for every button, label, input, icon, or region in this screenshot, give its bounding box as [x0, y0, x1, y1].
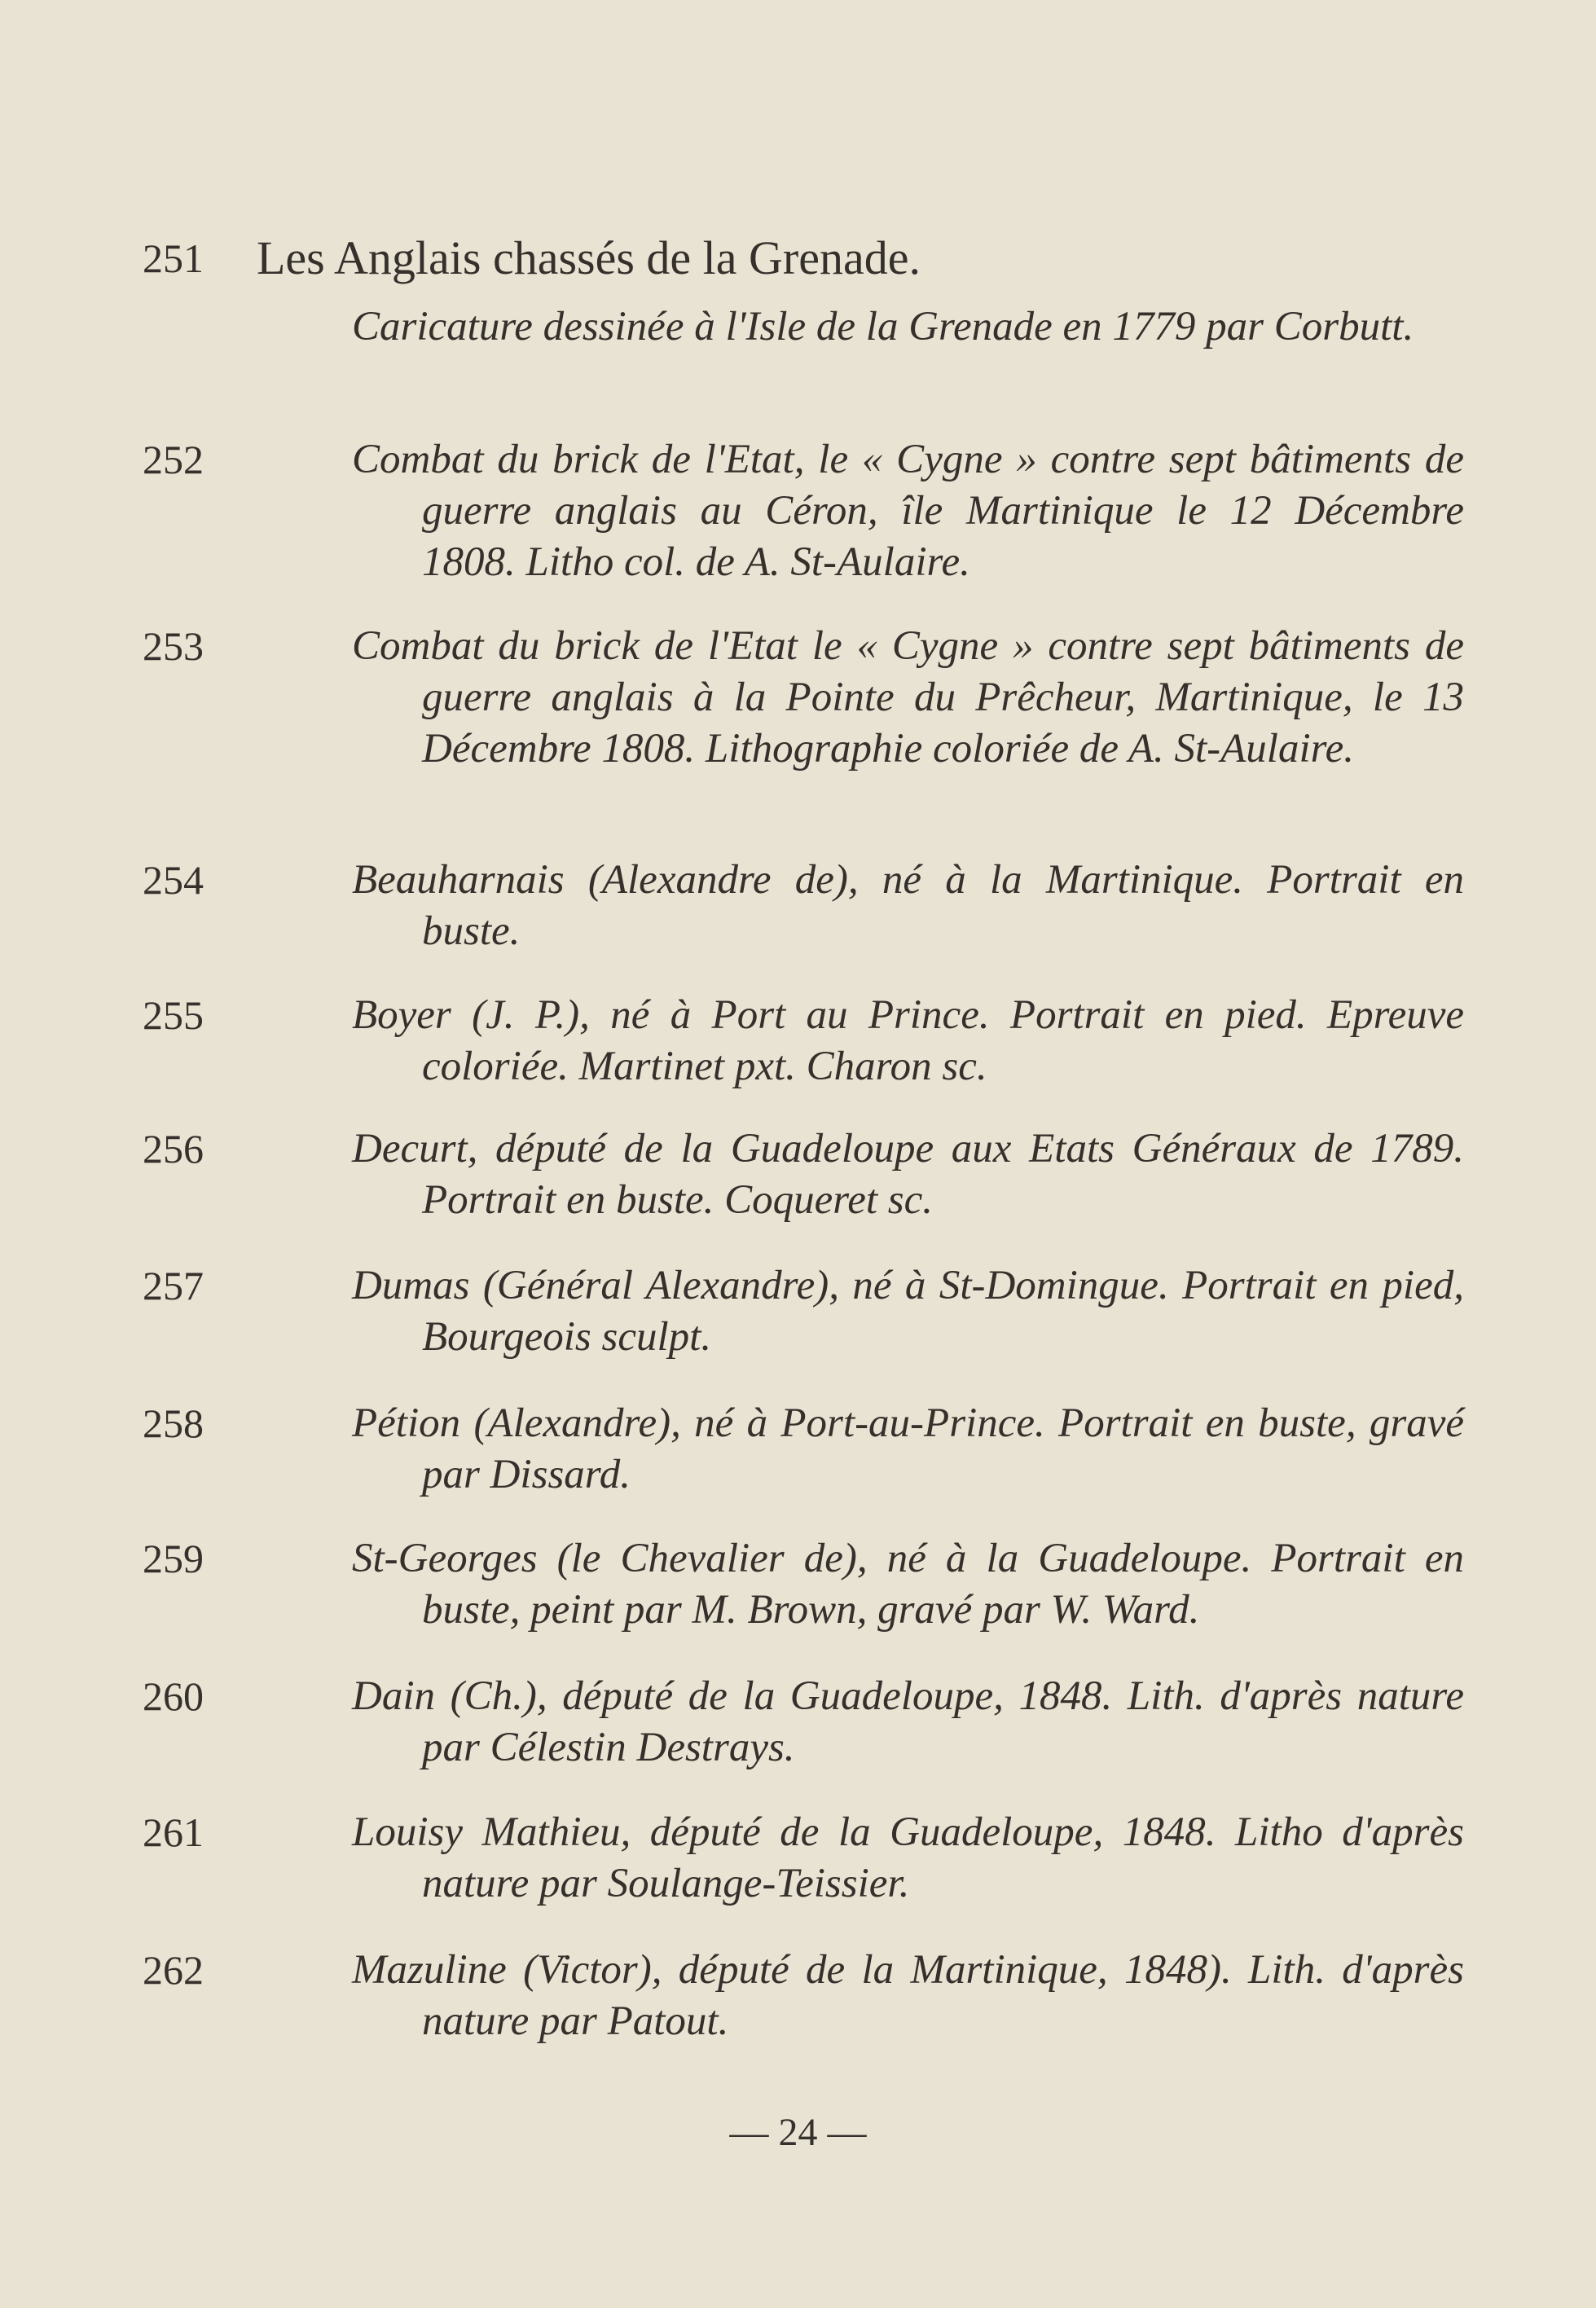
entry-description: Louisy Mathieu, député de la Guadeloupe, 1848. Litho d'après nature par Soulange-Teissier. — [352, 1809, 1464, 1906]
entry-description: St-Georges (le Chevalier de), né à la Guadeloupe. Portrait en buste, peint par M. Brown, gravé par W. Ward. — [352, 1536, 1464, 1633]
entry-number: 257 — [143, 1263, 204, 1308]
entry-description: Pétion (Alexandre), né à Port-au-Prince. Portrait en buste, gravé par Dissard. — [352, 1400, 1464, 1497]
entry-number: 252 — [143, 437, 204, 482]
entry-description: Caricature dessinée à l'Isle de la Grenade en 1779 par Corbutt. — [352, 304, 1414, 349]
entry-description: Mazuline (Victor), député de la Martinique, 1848). Lith. d'après nature par Patout. — [352, 1947, 1464, 2044]
page-number: — 24 — — [729, 2111, 867, 2154]
entry-description: Dumas (Général Alexandre), né à St-Domingue. Portrait en pied, Bourgeois sculpt. — [352, 1263, 1464, 1360]
entry-description: Dain (Ch.), député de la Guadeloupe, 1848. Lith. d'après nature par Célestin Destrays. — [352, 1673, 1464, 1770]
entry-number: 259 — [143, 1536, 204, 1581]
entry-description: Combat du brick de l'Etat, le « Cygne » contre sept bâtiments de guerre anglais au Céron, île Martinique le 12 Décembre 1808. Litho col. de A. St-Aulaire. — [352, 437, 1464, 585]
entry-number: 255 — [143, 992, 204, 1038]
entry-number: 260 — [143, 1673, 204, 1719]
entry-number: 256 — [143, 1126, 204, 1172]
entry-number: 251 — [143, 235, 204, 281]
entry-number: 253 — [143, 623, 204, 669]
entry-number: 254 — [143, 857, 204, 903]
entry-description: Beauharnais (Alexandre de), né à la Martinique. Portrait en buste. — [352, 857, 1464, 954]
entry-description: Combat du brick de l'Etat le « Cygne » contre sept bâtiments de guerre anglais à la Pointe du Prêcheur, Martinique, le 13 Décembre 1808. Lithographie coloriée de A. St-Aulaire. — [352, 623, 1464, 772]
entry-description: Boyer (J. P.), né à Port au Prince. Portrait en pied. Epreuve coloriée. Martinet pxt. Charon sc. — [352, 992, 1464, 1089]
entry-title: Les Anglais chassés de la Grenade. — [257, 231, 921, 284]
entry-number: 261 — [143, 1809, 204, 1855]
entry-number: 258 — [143, 1400, 204, 1446]
entry-number: 262 — [143, 1947, 204, 1993]
entry-description: Decurt, député de la Guadeloupe aux Etats Généraux de 1789. Portrait en buste. Coqueret sc. — [352, 1126, 1464, 1223]
